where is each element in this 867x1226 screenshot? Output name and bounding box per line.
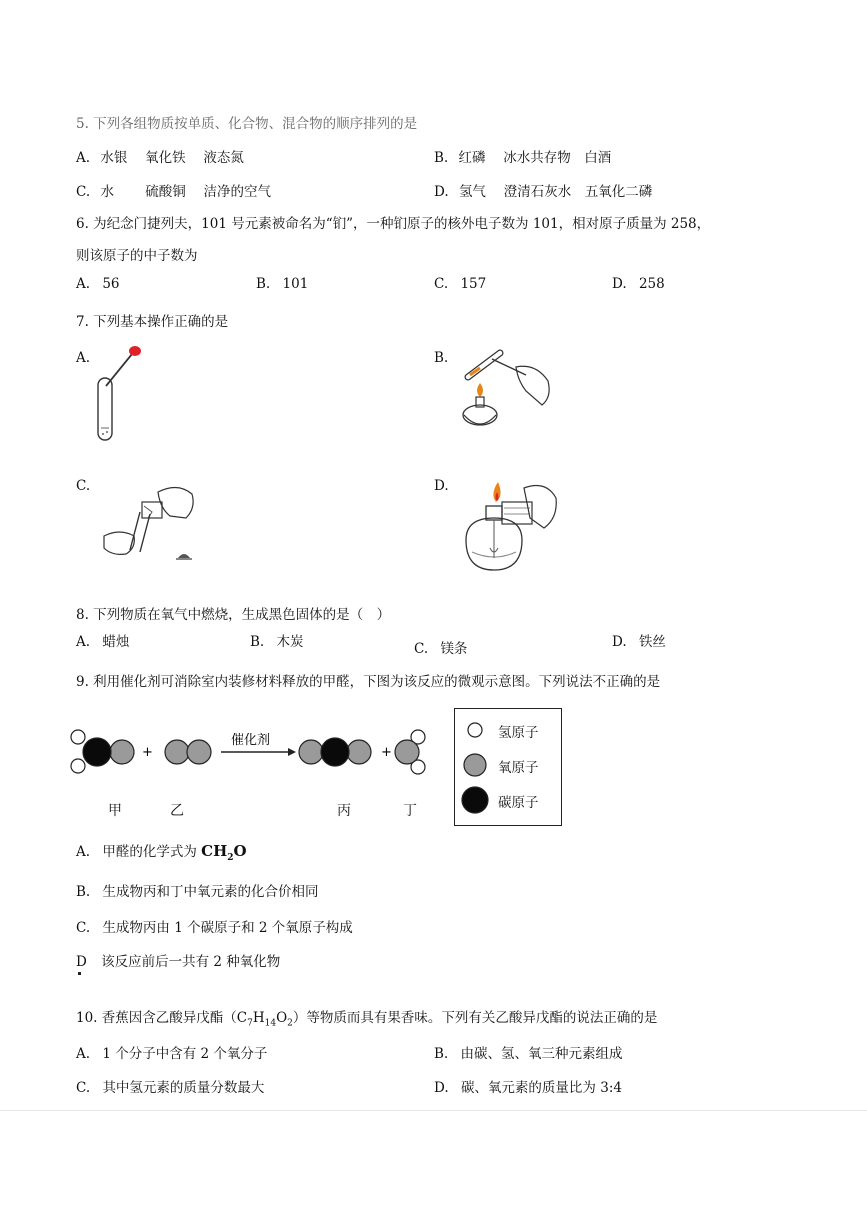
species-label-jia: 甲 [108, 803, 122, 819]
molecule-water [395, 730, 425, 774]
q5-option-b[interactable]: B. 红磷 冰水共存物 白酒 [434, 150, 612, 166]
legend-hydrogen-swatch [468, 723, 482, 737]
molecule-carbon-dioxide [299, 738, 371, 766]
reaction-diagram [66, 718, 436, 788]
q10-option-b[interactable]: B. 由碳、氢、氧三种元素组成 [434, 1046, 623, 1062]
q8-option-b[interactable]: B. 木炭 [250, 634, 304, 650]
q6-stem-line1: 6. 为纪念门捷列夫，101 号元素被命名为“钔”，一种钔原子的核外电子数为 101，相对原子质量为 258， [76, 216, 711, 232]
q7-stem: 7. 下列基本操作正确的是 [76, 314, 229, 330]
q6-option-d[interactable]: D. 258 [612, 276, 665, 292]
catalyst-label: 催化剂 [231, 733, 271, 748]
legend-hydrogen-label: 氢原子 [498, 725, 539, 741]
q10-option-a[interactable]: A. 1 个分子中含有 2 个氧分子 [76, 1046, 268, 1062]
legend-carbon-swatch [462, 787, 488, 813]
legend-oxygen-label: 氧原子 [498, 760, 539, 776]
page-bottom-rule [0, 1110, 867, 1111]
legend-oxygen-swatch [464, 754, 486, 776]
legend-swatches [460, 714, 490, 820]
q9-option-a[interactable]: A. 甲醛的化学式为 $CH_2O$ [76, 842, 247, 863]
q8-option-c[interactable]: C. 镁条 [414, 641, 468, 657]
q10-stem: 10. 香蕉因含乙酸异戊酯$(C_7H_{14}O_2)$等物质而具有果香味。下列有关乙酸异戊酯的说法正确的是 [76, 1010, 658, 1029]
molecule-oxygen [165, 740, 211, 764]
plus-sign-1: + [142, 745, 153, 760]
plus-sign-2: + [381, 745, 392, 760]
molecule-formaldehyde [71, 730, 134, 773]
test-tube-match-illustration [92, 342, 152, 447]
species-label-yi: 乙 [170, 803, 184, 819]
q9-option-d[interactable]: D 该反应前后一共有 2 种氧化物 [76, 954, 281, 970]
q6-option-b[interactable]: B. 101 [256, 276, 309, 292]
q6-option-c[interactable]: C. 157 [434, 276, 487, 292]
q6-option-a[interactable]: A. 56 [76, 276, 120, 292]
q9-option-b[interactable]: B. 生成物丙和丁中氧元素的化合价相同 [76, 884, 319, 900]
legend-carbon-label: 碳原子 [498, 795, 539, 811]
q5-option-a[interactable]: A. 水银 氧化铁 液态氮 [76, 150, 244, 166]
q9-option-c[interactable]: C. 生成物丙由 1 个碳原子和 2 个氧原子构成 [76, 920, 353, 936]
q10-option-c[interactable]: C. 其中氢元素的质量分数最大 [76, 1080, 265, 1096]
q8-option-d[interactable]: D. 铁丝 [612, 634, 666, 650]
q5-option-d[interactable]: D. 氢气 澄清石灰水 五氧化二磷 [434, 184, 653, 200]
q7-option-b-label[interactable]: B. [434, 350, 449, 366]
heating-test-tube-illustration [456, 345, 556, 435]
q8-stem: 8. 下列物质在氧气中燃烧，生成黑色固体的是（ ） [76, 607, 391, 623]
q5-option-c[interactable]: C. 水 硫酸铜 洁净的空气 [76, 184, 272, 200]
formaldehyde-formula: $CH_2O$ [201, 842, 247, 863]
q9-stem: 9. 利用催化剂可消除室内装修材料释放的甲醛，下图为该反应的微观示意图。下列说法不正确的是 [76, 674, 661, 690]
alcohol-lamp-illustration [460, 478, 560, 578]
stray-dot [78, 972, 81, 975]
q10-option-d[interactable]: D. 碳、氧元素的质量比为 3:4 [434, 1080, 622, 1096]
species-label-bing: 丙 [337, 803, 351, 819]
q5-stem: 5. 下列各组物质按单质、化合物、混合物的顺序排列的是 [76, 116, 418, 132]
species-label-ding: 丁 [403, 803, 417, 819]
q7-option-d-label[interactable]: D. [434, 478, 449, 494]
match-head [129, 346, 141, 356]
adding-solid-illustration [100, 478, 200, 573]
q8-option-a[interactable]: A. 蜡烛 [76, 634, 130, 650]
q7-option-a-label[interactable]: A. [76, 350, 91, 366]
q7-option-c-label[interactable]: C. [76, 478, 91, 494]
q6-stem-line2: 则该原子的中子数为 [76, 248, 198, 264]
